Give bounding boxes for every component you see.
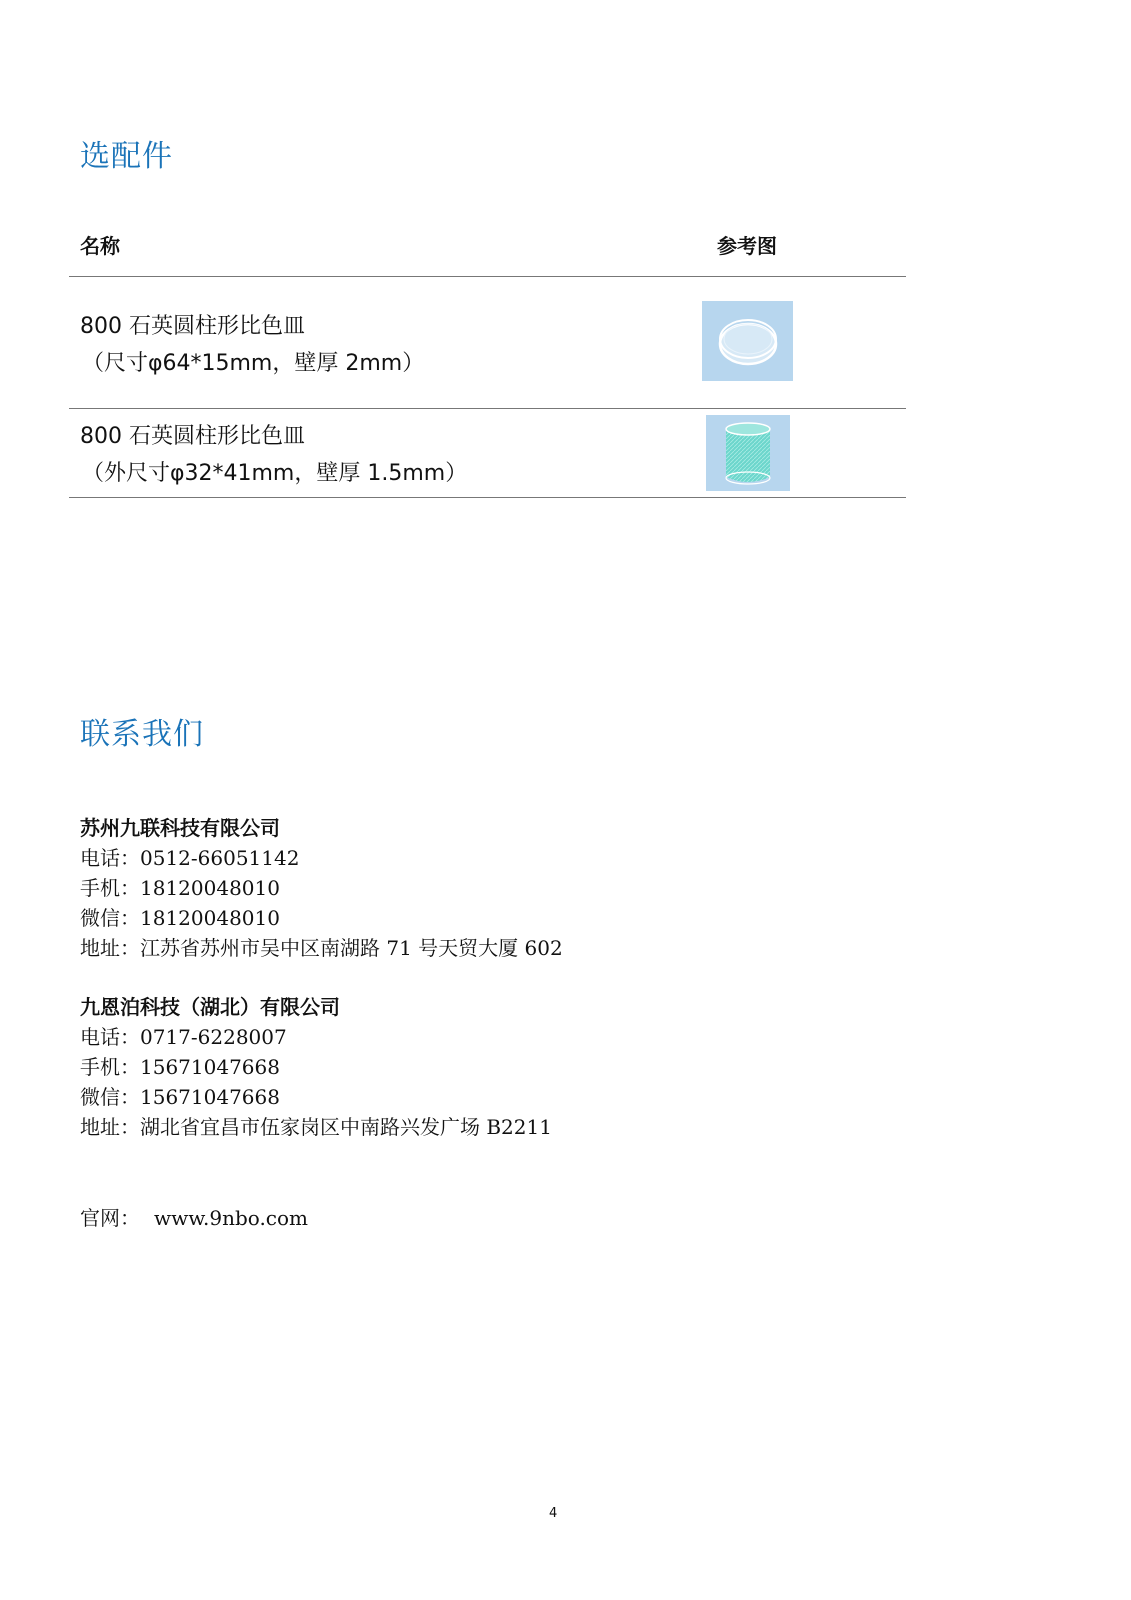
row-spec: （外尺寸φ32*41mm，壁厚 1.5mm） xyxy=(82,461,468,486)
website-label: 官网： xyxy=(80,1206,140,1230)
company-block xyxy=(80,992,552,1142)
accessories-table xyxy=(69,220,906,498)
company-phone: 电话：0717-6228007 xyxy=(80,1025,287,1049)
company-mobile: 手机：15671047668 xyxy=(80,1055,280,1079)
row-name: 800 石英圆柱形比色皿 xyxy=(80,314,305,339)
row-text xyxy=(80,418,467,492)
company-name: 九恩泊科技（湖北）有限公司 xyxy=(80,995,340,1019)
header-ref: 参考图 xyxy=(717,234,777,258)
website-line xyxy=(80,1202,308,1231)
table-row xyxy=(69,409,906,498)
company-wechat: 微信：15671047668 xyxy=(80,1085,280,1109)
table-header xyxy=(69,220,906,277)
cylinder-cuvette-image xyxy=(706,415,790,491)
company-block xyxy=(80,813,563,963)
website-link[interactable]: www.9nbo.com xyxy=(154,1206,309,1230)
page-number: 4 xyxy=(549,1506,558,1521)
row-name: 800 石英圆柱形比色皿 xyxy=(80,424,305,449)
petri-dish-cuvette-image xyxy=(702,301,793,381)
header-name: 名称 xyxy=(80,234,120,258)
row-text xyxy=(80,308,424,382)
table-row xyxy=(69,277,906,409)
company-name: 苏州九联科技有限公司 xyxy=(80,816,280,840)
accessories-title: 选配件 xyxy=(80,139,173,174)
company-mobile: 手机：18120048010 xyxy=(80,876,280,900)
company-phone: 电话：0512-66051142 xyxy=(80,846,300,870)
company-wechat: 微信：18120048010 xyxy=(80,906,280,930)
company-address: 地址：湖北省宜昌市伍家岗区中南路兴发广场 B2211 xyxy=(80,1115,552,1139)
contact-title: 联系我们 xyxy=(80,717,204,752)
company-address: 地址：江苏省苏州市吴中区南湖路 71 号天贸大厦 602 xyxy=(80,936,563,960)
row-spec: （尺寸φ64*15mm，壁厚 2mm） xyxy=(82,351,425,376)
